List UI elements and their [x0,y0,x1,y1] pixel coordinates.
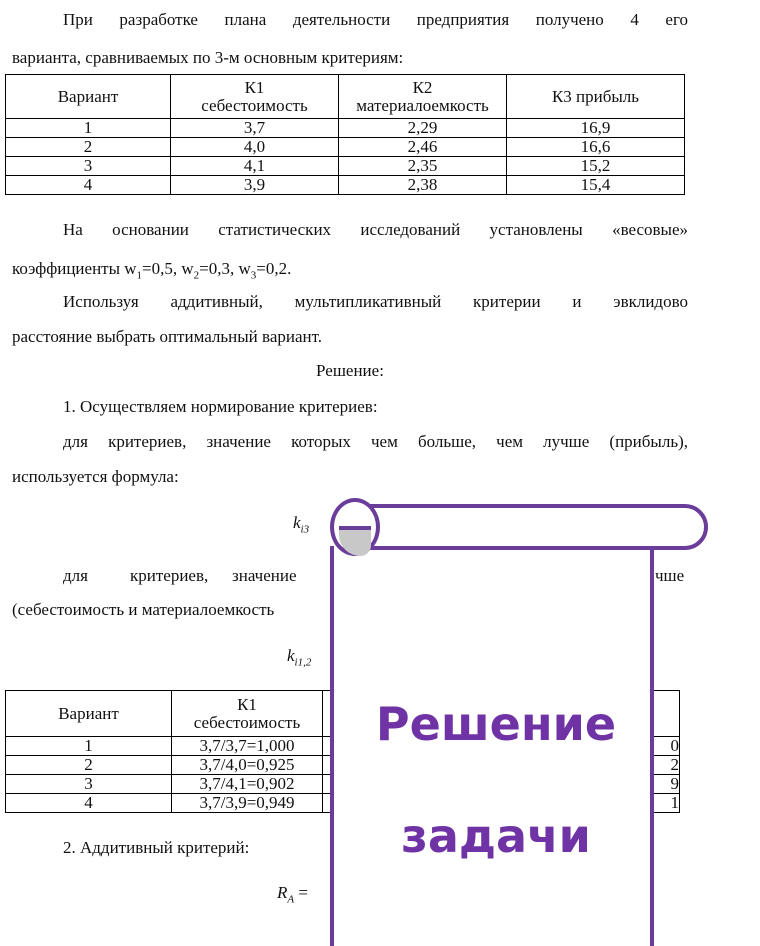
table-row: 3 3,7/4,1=0,902 9 [6,775,680,794]
header-k1: К1 себестоимость [172,691,323,737]
table-row: 3 4,1 2,35 15,2 [6,157,685,176]
header-variant: Вариант [6,75,171,119]
header-k2: К2 материалоемкость [339,75,507,119]
step1-line-3-right: чше [655,566,685,585]
formula-additive: $R_А$ = [277,883,308,906]
weights-line-2: коэффициенты $w_1=0,5$, $w_2=0,3$, $w_3=0,2$. [12,259,292,282]
header-variant: Вариант [6,691,172,737]
banner-title-line-1: Решение [375,697,617,751]
scroll-ribbon [342,504,708,550]
table-row: 1 3,7/3,7=1,000 0 [6,737,680,756]
solution-heading: Решение: [316,361,384,380]
step1-line-3-mid2: значение [232,566,297,585]
step1-line-1: для критериев, значение которых чем больше, чем лучше (прибыль), [63,432,688,451]
criteria-table [5,74,685,195]
table-row: 4 3,7/3,9=0,949 1 [6,794,680,813]
table-row: 1 3,7 2,29 16,9 [6,119,685,138]
weights-line-1: На основании статистических исследований установлены «весовые» [63,220,688,239]
step1-line-3-mid1: критериев, [130,566,209,585]
table-row: 2 3,7/4,0=0,925 2 [6,756,680,775]
step1-line-2: используется формула: [12,467,179,486]
intro-line-1: При разработке плана деятельности предприятия получено 4 его [63,10,688,29]
formula-profit: $k_{i3}$ [293,513,310,536]
step1-line-4: (себестоимость и материалоемкость [12,600,275,619]
intro-line-2: варианта, сравниваемых по 3-м основным критериям: [12,48,404,67]
task-line-1: Используя аддитивный, мультипликативный критерии и эвклидово [63,292,688,311]
step2-title: 2. Аддитивный критерий: [63,838,250,857]
step1-title: 1. Осуществляем нормирование критериев: [63,397,378,416]
scroll-body [330,546,654,946]
task-line-2: расстояние выбрать оптимальный вариант. [12,327,323,346]
table-row: 2 4,0 2,46 16,6 [6,138,685,157]
scroll-curl-icon [330,498,380,556]
step1-line-3-left: для [63,566,88,585]
formula-cost: $k_{i1,2}$ [287,646,312,669]
header-k1: К1 себестоимость [171,75,339,119]
scroll-banner [330,494,712,934]
banner-title-line-2: задачи [401,809,591,863]
table-row: 4 3,9 2,38 15,4 [6,176,685,195]
header-k3: К3 прибыль [507,75,685,119]
